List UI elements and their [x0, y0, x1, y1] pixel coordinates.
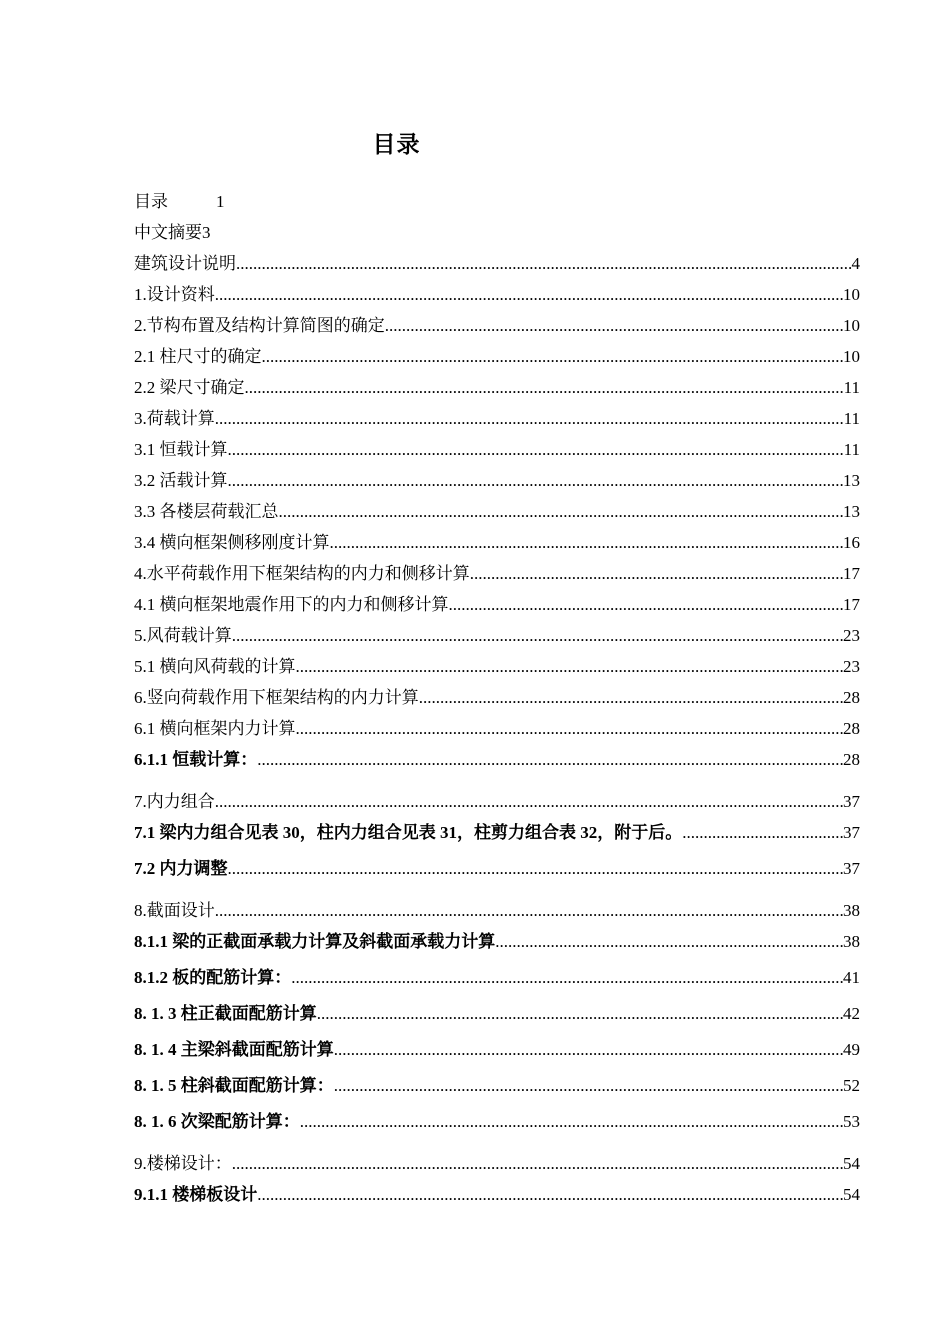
dot-leader — [334, 1070, 843, 1101]
toc-entry[interactable] — [134, 248, 860, 279]
toc-entry-page: 49 — [843, 1040, 860, 1059]
dot-leader — [232, 1148, 843, 1179]
toc-entry[interactable] — [134, 926, 860, 957]
toc-entry-label: 6.1 横向框架内力计算 — [134, 719, 296, 738]
toc-entry[interactable] — [134, 651, 860, 682]
toc-entry[interactable] — [134, 786, 860, 817]
toc-entry[interactable] — [134, 1106, 860, 1137]
toc-entry[interactable] — [134, 558, 860, 589]
toc-entry-label: 8.截面设计 — [134, 901, 215, 920]
toc-entry-page: 52 — [843, 1076, 860, 1095]
toc-entry-label: 8.1.2 板的配筋计算： — [134, 968, 292, 987]
toc-entry[interactable] — [134, 853, 860, 884]
dot-leader — [236, 248, 852, 279]
dot-leader — [317, 998, 843, 1029]
toc-entry[interactable] — [134, 1034, 860, 1065]
toc-entry-page: 54 — [843, 1185, 860, 1204]
toc-entry-page: 3 — [202, 223, 211, 242]
dot-leader — [215, 403, 844, 434]
toc-entry-page: 10 — [843, 347, 860, 366]
toc-entry[interactable] — [134, 589, 860, 620]
dot-leader — [232, 620, 843, 651]
dot-leader — [682, 817, 843, 848]
dot-leader — [215, 279, 843, 310]
toc-entry-label: 6.1.1 恒载计算： — [134, 750, 258, 769]
dot-leader — [262, 341, 844, 372]
toc-entry-page: 16 — [843, 533, 860, 552]
toc-entry-page: 10 — [843, 316, 860, 335]
toc-entry-page: 37 — [843, 823, 860, 842]
dot-leader — [449, 589, 844, 620]
toc-entry-page: 28 — [843, 719, 860, 738]
dot-leader — [330, 527, 844, 558]
toc-entry[interactable] — [134, 962, 860, 993]
toc-entry-label: 7.内力组合 — [134, 792, 215, 811]
toc-entry-label: 5.风荷载计算 — [134, 626, 232, 645]
toc-entry-page: 23 — [843, 626, 860, 645]
dot-leader — [279, 496, 844, 527]
toc-entry-page: 13 — [843, 471, 860, 490]
toc-entry-page: 11 — [843, 409, 860, 428]
table-of-contents — [134, 186, 860, 1210]
dot-leader — [296, 713, 844, 744]
dot-leader — [228, 434, 844, 465]
page-title: 目录 — [372, 132, 421, 157]
toc-entry-label: 3.2 活载计算 — [134, 471, 228, 490]
dot-leader — [334, 1034, 843, 1065]
toc-entry-label: 3.荷载计算 — [134, 409, 215, 428]
toc-entry-label: 8. 1. 6 次梁配筋计算： — [134, 1112, 300, 1131]
dot-leader — [257, 744, 843, 775]
toc-entry[interactable] — [134, 403, 860, 434]
dot-leader — [385, 310, 843, 341]
toc-entry-label: 3.1 恒载计算 — [134, 440, 228, 459]
toc-entry-page: 28 — [843, 688, 860, 707]
toc-entry-page: 37 — [843, 859, 860, 878]
toc-entry-page: 42 — [843, 1004, 860, 1023]
toc-entry[interactable] — [134, 186, 860, 217]
toc-entry[interactable] — [134, 527, 860, 558]
toc-entry-label: 目录 — [134, 192, 168, 211]
toc-entry-label: 6.竖向荷载作用下框架结构的内力计算 — [134, 688, 419, 707]
toc-entry-page: 28 — [843, 750, 860, 769]
dot-leader — [470, 558, 843, 589]
toc-entry[interactable] — [134, 817, 860, 848]
toc-entry[interactable] — [134, 744, 860, 775]
toc-entry-page: 11 — [843, 378, 860, 397]
dot-leader — [300, 1106, 843, 1137]
toc-entry-label: 4.水平荷载作用下框架结构的内力和侧移计算 — [134, 564, 470, 583]
dot-leader — [228, 853, 844, 884]
toc-entry[interactable] — [134, 496, 860, 527]
toc-entry-page: 17 — [843, 564, 860, 583]
toc-entry-label: 7.2 内力调整 — [134, 859, 228, 878]
dot-leader — [228, 465, 844, 496]
toc-entry-label: 3.3 各楼层荷载汇总 — [134, 502, 279, 521]
toc-entry-label: 8. 1. 5 柱斜截面配筋计算： — [134, 1076, 334, 1095]
toc-entry[interactable] — [134, 682, 860, 713]
toc-entry[interactable] — [134, 1179, 860, 1210]
toc-entry-page: 1 — [216, 192, 225, 211]
toc-entry-label: 1.设计资料 — [134, 285, 215, 304]
toc-entry-label: 中文摘要 — [134, 223, 202, 242]
toc-entry-page: 53 — [843, 1112, 860, 1131]
dot-leader — [495, 926, 843, 957]
toc-entry-label: 7.1 梁内力组合见表 30，柱内力组合见表 31，柱剪力组合表 32，附于后。 — [134, 823, 683, 842]
toc-entry-page: 38 — [843, 901, 860, 920]
toc-entry-label: 9.1.1 楼梯板设计 — [134, 1185, 258, 1204]
toc-entry-label: 2.节构布置及结构计算简图的确定 — [134, 316, 385, 335]
toc-entry-page: 13 — [843, 502, 860, 521]
toc-entry-page: 10 — [843, 285, 860, 304]
toc-entry-page: 23 — [843, 657, 860, 676]
toc-entry-page: 4 — [851, 254, 860, 273]
toc-entry[interactable] — [134, 620, 860, 651]
toc-entry[interactable] — [134, 1070, 860, 1101]
toc-entry-page: 37 — [843, 792, 860, 811]
toc-entry-label: 5.1 横向风荷载的计算 — [134, 657, 296, 676]
toc-entry-label: 8.1.1 梁的正截面承载力计算及斜截面承载力计算 — [134, 932, 496, 951]
toc-entry[interactable] — [134, 998, 860, 1029]
toc-entry-page: 41 — [843, 968, 860, 987]
dot-leader — [291, 962, 843, 993]
dot-leader — [215, 895, 843, 926]
toc-entry[interactable] — [134, 434, 860, 465]
dot-leader — [245, 372, 844, 403]
dot-leader — [215, 786, 843, 817]
toc-entry-label: 8. 1. 3 柱正截面配筋计算 — [134, 1004, 317, 1023]
toc-entry-page: 11 — [843, 440, 860, 459]
toc-entry-label: 8. 1. 4 主梁斜截面配筋计算 — [134, 1040, 334, 1059]
toc-entry-label: 2.2 梁尺寸确定 — [134, 378, 245, 397]
toc-entry[interactable] — [134, 310, 860, 341]
toc-entry[interactable] — [134, 465, 860, 496]
toc-entry-label: 4.1 横向框架地震作用下的内力和侧移计算 — [134, 595, 449, 614]
dot-leader — [296, 651, 844, 682]
toc-entry-page: 54 — [843, 1154, 860, 1173]
toc-entry-label: 2.1 柱尺寸的确定 — [134, 347, 262, 366]
toc-entry[interactable] — [134, 713, 860, 744]
toc-entry-label: 3.4 横向框架侧移刚度计算 — [134, 533, 330, 552]
toc-entry[interactable] — [134, 341, 860, 372]
toc-entry-page: 17 — [843, 595, 860, 614]
toc-entry[interactable] — [134, 279, 860, 310]
dot-leader — [257, 1179, 843, 1210]
toc-entry[interactable] — [134, 1148, 860, 1179]
toc-entry[interactable] — [134, 895, 860, 926]
toc-entry-label: 9.楼梯设计： — [134, 1154, 232, 1173]
toc-entry-label: 建筑设计说明 — [134, 254, 236, 273]
toc-entry[interactable] — [134, 217, 860, 248]
toc-entry-page: 38 — [843, 932, 860, 951]
toc-entry[interactable] — [134, 372, 860, 403]
dot-leader — [419, 682, 843, 713]
